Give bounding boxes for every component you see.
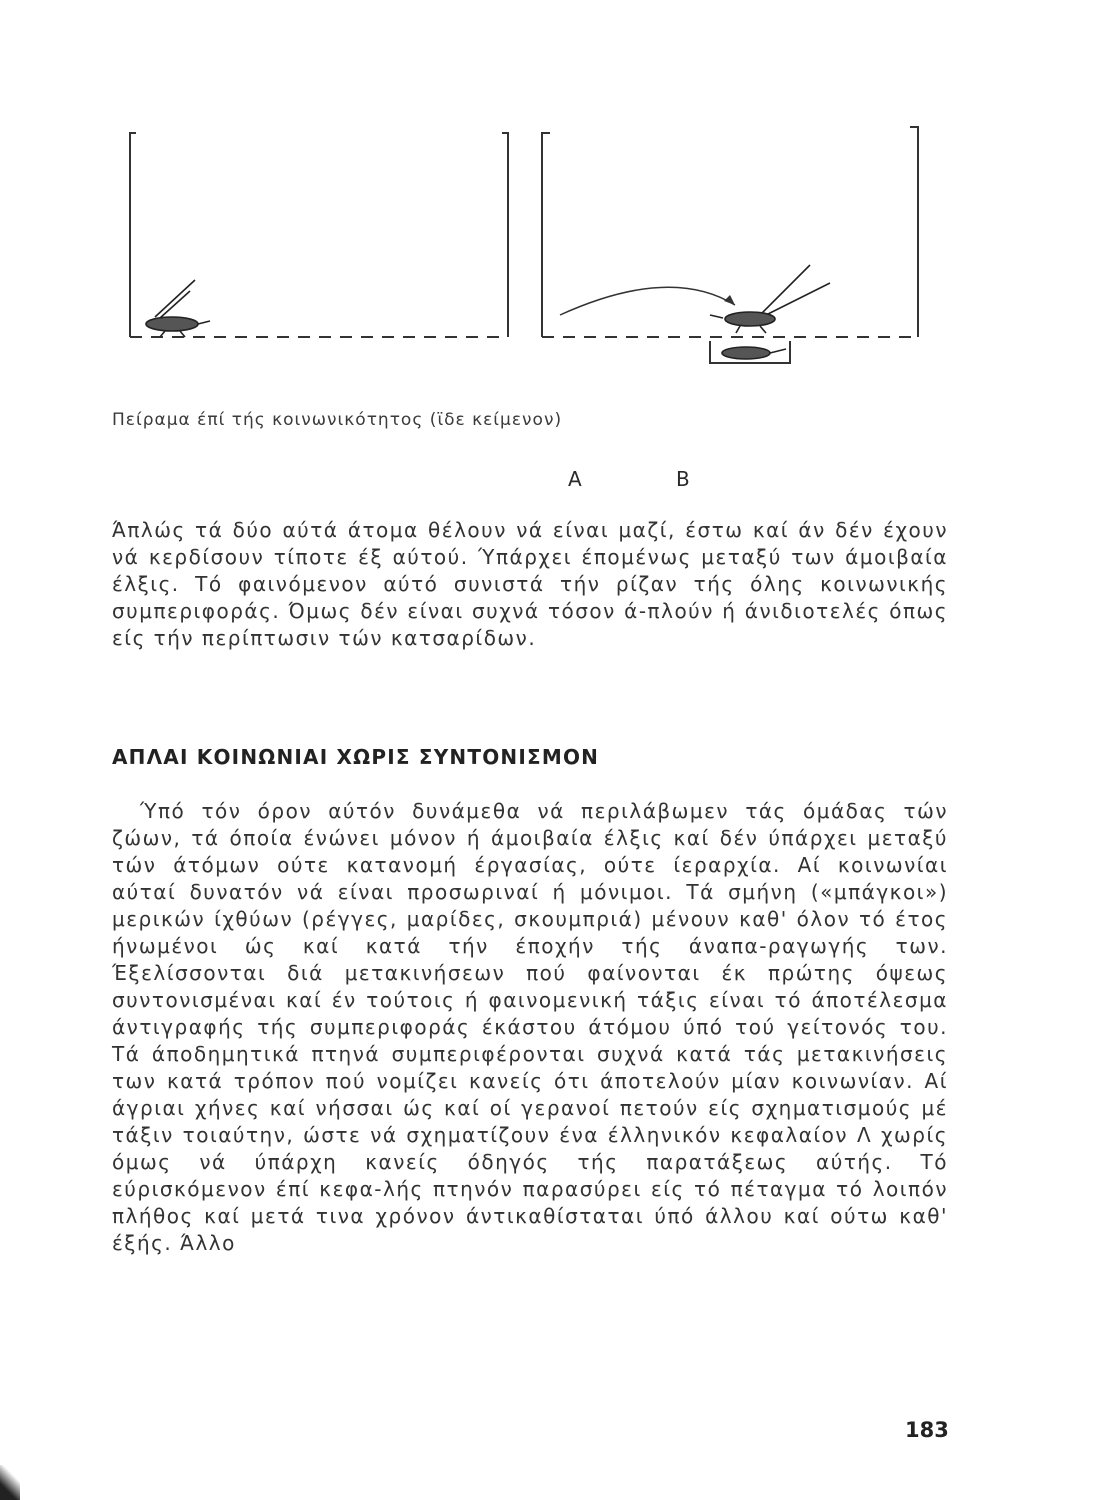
cockroach-a-icon	[146, 280, 210, 337]
cockroach-b-shelter-icon	[722, 347, 786, 359]
box-a	[130, 133, 508, 337]
figure-caption: Πείραμα έπί τής κοινωνικότητος (ϊδε κείμενον)	[112, 410, 563, 430]
box-b	[542, 127, 918, 337]
label-b: B	[676, 467, 690, 491]
page-number: 183	[905, 1418, 949, 1442]
paragraph-1: Άπλώς τά δύο αύτά άτομα θέλουν νά είναι μαζί, έστω καί άν δέν έχουν νά κερδίσουν τίποτε έξ αύτού. Ύπάρχει έπομένως μεταξύ των άμοιβαία έλξις. Τό φαινόμενον αύτό συνιστά τήν ρίζαν τής όλης κοινωνικής συμπεριφοράς. Όμως δέν είναι συχνά τόσον ά-πλούν ή άνιδιοτελές όπως είς τήν περίπτωσιν τών κατσαρίδων.	[112, 518, 948, 650]
cockroach-experiment-illustration	[110, 115, 930, 385]
scan-corner-shadow	[0, 1465, 20, 1500]
label-a: A	[568, 467, 582, 491]
paragraph-2: Ύπό τόν όρον αύτόν δυνάμεθα νά περιλάβωμεν τάς όμάδας τών ζώων, τά όποία ένώνει μόνον ή άμοιβαία έλξις καί δέν ύπάρχει μεταξύ τών άτόμων ούτε κατανομή έργασίας, ούτε ίεραρχία. Αί κοινωνίαι αύταί δυνατόν νά είναι προσωριναί ή μόνιμοι. Τά σμήνη («μπάγκοι») μερικών ίχθύων (ρέγγες, μαρίδες, σκουμπριά) μένουν καθ' όλον τό έτος ήνωμένοι ώς καί κατά τήν έποχήν τής άναπα-ραγωγής των. Έξελίσσονται διά μετακινήσεων πού φαίνονται έκ πρώτης όψεως συντονισμέναι καί έν τούτοις ή φαινομενική τάξις είναι τό άποτέλεσμα άντιγραφής τής συμπεριφοράς έκάστου άτόμου ύπό τού γείτονός του. Τά άποδημητικά πτηνά συμπεριφέρονται συχνά κατά τάς μετακινήσεις των κατά τρόπον πού νομίζει κανείς ότι άποτελούν μίαν κοινωνίαν. Αί άγριαι χήνες καί νήσσαι ώς καί οί γερανοί πετούν είς σχηματισμούς μέ τάξιν τοιαύτην, ώστε νά σχηματίζουν ένα έλληνικόν κεφαλαίον Λ χωρίς όμως νά ύπάρχη κανείς όδηγός τής παρατάξεως αύτής. Τό εύρισκόμενον έπί κεφα-λής πτηνόν παρασύρει είς τό πέταγμα τό λοιπόν πλήθος καί μετά τινα χρόνον άντικαθίσταται ύπό άλλου καί ούτω καθ' έξής. Άλλο	[112, 799, 948, 1255]
section-heading: ΑΠΛΑΙ ΚΟΙΝΩΝΙΑΙ ΧΩΡΙΣ ΣΥΝΤΟΝΙΣΜΟΝ	[112, 745, 600, 769]
